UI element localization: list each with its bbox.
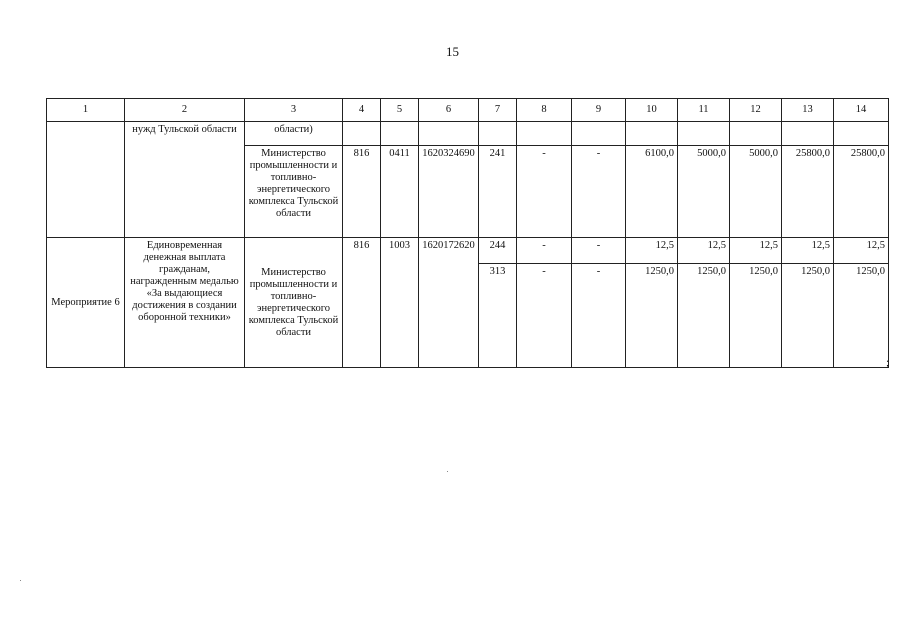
value-cell: 12,5 <box>626 238 678 264</box>
empty-cell <box>479 122 517 146</box>
executor-cell: области) <box>245 122 343 146</box>
trailing-semicolon: ; <box>886 355 890 369</box>
value-cell: - <box>572 238 626 264</box>
value-cell: - <box>572 264 626 368</box>
value-cell: 1250,0 <box>678 264 730 368</box>
header-cell: 1 <box>47 99 125 122</box>
empty-cell <box>730 122 782 146</box>
header-cell: 5 <box>381 99 419 122</box>
header-cell: 4 <box>343 99 381 122</box>
header-cell: 8 <box>517 99 572 122</box>
empty-cell <box>419 122 479 146</box>
value-cell: - <box>517 264 572 368</box>
page-number: 15 <box>446 44 459 59</box>
header-cell: 6 <box>419 99 479 122</box>
value-cell: 1250,0 <box>834 264 889 368</box>
empty-cell <box>343 122 381 146</box>
value-cell: - <box>517 238 572 264</box>
empty-cell <box>678 122 730 146</box>
grbs-code-cell: 816 <box>343 146 381 238</box>
executor-cell: Министерство промышленности и топливно-энергетического комплекса Тульской области <box>245 146 343 238</box>
event-name-cell: Мероприятие 6 <box>47 238 125 368</box>
target-article-cell: 1620324690 <box>419 146 479 238</box>
executor-cell: Министерство промышленности и топливно-энергетического комплекса Тульской области <box>245 238 343 368</box>
section-code-cell: 1003 <box>381 238 419 368</box>
value-cell: 12,5 <box>730 238 782 264</box>
header-cell: 2 <box>125 99 245 122</box>
event-description-cell: Единовременная денежная выплата гражданам, награжденным медалью «За выдающиеся достижения в создании оборонной техники» <box>125 238 245 368</box>
expense-type-cell: 313 <box>479 264 517 368</box>
empty-cell <box>381 122 419 146</box>
scan-speck <box>20 580 21 581</box>
value-cell: - <box>517 146 572 238</box>
budget-table <box>46 98 889 368</box>
header-cell: 9 <box>572 99 626 122</box>
value-cell: 25800,0 <box>782 146 834 238</box>
table-row <box>47 122 889 146</box>
target-article-cell: 1620172620 <box>419 238 479 368</box>
value-cell: 12,5 <box>834 238 889 264</box>
header-row <box>47 99 889 122</box>
header-cell: 11 <box>678 99 730 122</box>
value-cell: 25800,0 <box>834 146 889 238</box>
empty-cell <box>782 122 834 146</box>
empty-cell <box>834 122 889 146</box>
header-cell: 14 <box>834 99 889 122</box>
table-row <box>47 238 889 264</box>
empty-cell <box>572 122 626 146</box>
value-cell: - <box>572 146 626 238</box>
event-description-cell: нужд Тульской области <box>125 122 245 238</box>
value-cell: 1250,0 <box>730 264 782 368</box>
header-cell: 13 <box>782 99 834 122</box>
value-cell: 12,5 <box>782 238 834 264</box>
value-cell: 12,5 <box>678 238 730 264</box>
value-cell: 5000,0 <box>730 146 782 238</box>
value-cell: 1250,0 <box>626 264 678 368</box>
header-cell: 7 <box>479 99 517 122</box>
section-code-cell: 0411 <box>381 146 419 238</box>
value-cell: 1250,0 <box>782 264 834 368</box>
expense-type-cell: 241 <box>479 146 517 238</box>
header-cell: 10 <box>626 99 678 122</box>
value-cell: 6100,0 <box>626 146 678 238</box>
header-cell: 12 <box>730 99 782 122</box>
expense-type-cell: 244 <box>479 238 517 264</box>
empty-cell <box>626 122 678 146</box>
event-cell-empty <box>47 122 125 238</box>
value-cell: 5000,0 <box>678 146 730 238</box>
header-cell: 3 <box>245 99 343 122</box>
scan-speck <box>447 471 448 472</box>
grbs-code-cell: 816 <box>343 238 381 368</box>
empty-cell <box>517 122 572 146</box>
